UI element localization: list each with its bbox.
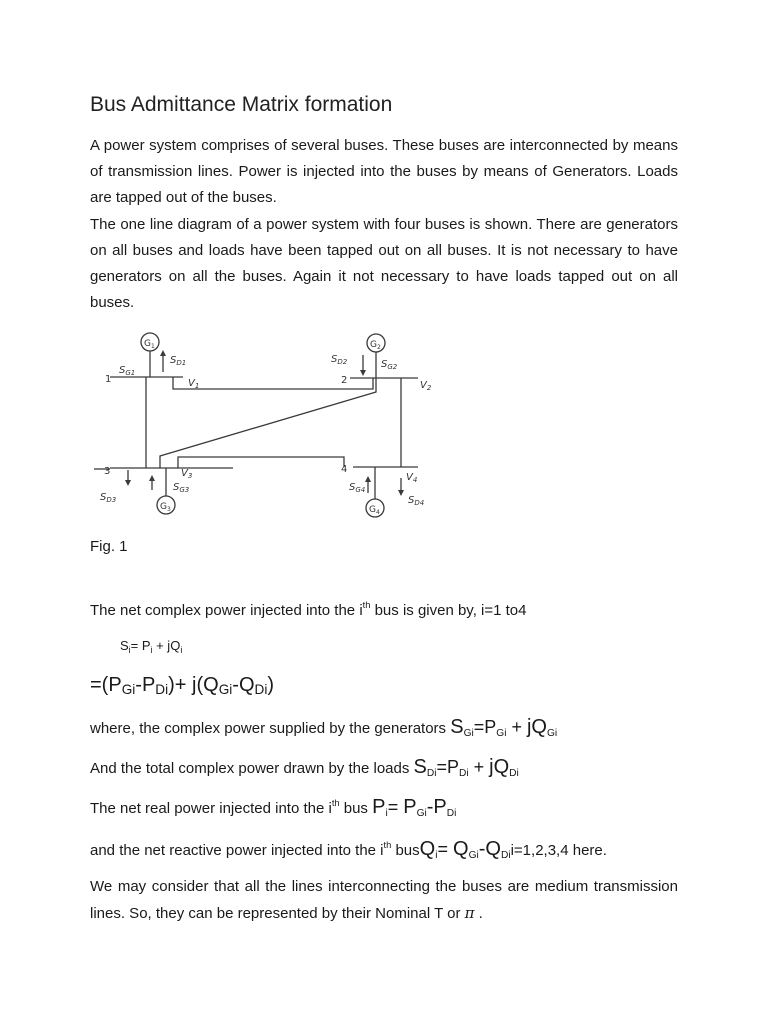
v4-label: $V_4$ xyxy=(406,472,418,484)
load-power-sentence: And the total complex power drawn by the loads $S_{Di}=P_{Di} + jQ_{Di}$ xyxy=(90,756,519,779)
diagram-description-paragraph: The one line diagram of a power system with four buses is shown. There are generators on all buses and loads have been tapped out on all buses. It is not necessary to have generators on all the buses. Again it not necessary to have loads tapped out on all buses. xyxy=(90,216,678,311)
g4-label: $G_4$ xyxy=(369,505,380,516)
sd3-label: $S_{D3}$ xyxy=(100,492,117,504)
transmission-lines-paragraph: We may consider that all the lines interconnecting the buses are medium transmission lines. So, they can be represented by their Nominal T or π . xyxy=(90,878,678,922)
sg4-label: $S_{G4}$ xyxy=(349,482,366,494)
figure-caption: Fig. 1 xyxy=(90,538,128,555)
expanded-power-equation: $=(P_{Gi}-P_{Di})+ j(Q_{Gi}-Q_{Di})$ xyxy=(90,674,275,697)
bus-1-number: 1 xyxy=(105,374,112,385)
complex-power-equation: $S_i= P_i + jQ_i$ xyxy=(120,638,183,655)
g2-label: $G_2$ xyxy=(370,340,381,351)
generator-power-sentence: where, the complex power supplied by the generators $S_{Gi}=P_{Gi} + jQ_{Gi}$ xyxy=(90,716,558,739)
one-line-diagram xyxy=(88,330,448,522)
sg2-label: $S_{G2}$ xyxy=(381,359,398,371)
g1-label: $G_1$ xyxy=(144,339,155,350)
line-2-3 xyxy=(160,378,376,468)
sd4-label: $S_{D4}$ xyxy=(408,495,425,507)
v1-label: $V_1$ xyxy=(188,378,200,390)
net-reactive-power-sentence: and the net reactive power injected into the $i^{th}$ busQ$_i$= $Q_{Gi}-Q_{Di}i=1,2,3,4$ here. xyxy=(90,838,607,861)
sd2-label: $S_{D2}$ xyxy=(331,354,348,366)
v3-label: $V_3$ xyxy=(181,468,193,480)
bus-4-number: 4 xyxy=(341,464,348,475)
v2-label: $V_2$ xyxy=(420,380,432,392)
intro-paragraph: A power system comprises of several buses. These buses are interconnected by means of transmission lines. Power is injected into the buses by means of Generators. Loads are tapped out of the buses. xyxy=(90,137,678,206)
g3-label: $G_3$ xyxy=(160,502,171,513)
line-3-4 xyxy=(178,457,344,468)
bus-2-number: 2 xyxy=(341,375,348,386)
bus-3-number: 3 xyxy=(104,466,111,477)
page-title: Bus Admittance Matrix formation xyxy=(90,93,393,116)
net-real-power-sentence: The net real power injected into the $i^{th}$ bus $P_i= P_{Gi}-P_{Di}$ xyxy=(90,796,457,819)
net-complex-power-sentence: The net complex power injected into the $i^{th}$ bus is given by, i=1 to4 xyxy=(90,600,527,619)
sg3-label: $S_{G3}$ xyxy=(173,482,190,494)
sg1-label: $S_{G1}$ xyxy=(119,365,136,377)
sd1-label: $S_{D1}$ xyxy=(170,355,187,367)
